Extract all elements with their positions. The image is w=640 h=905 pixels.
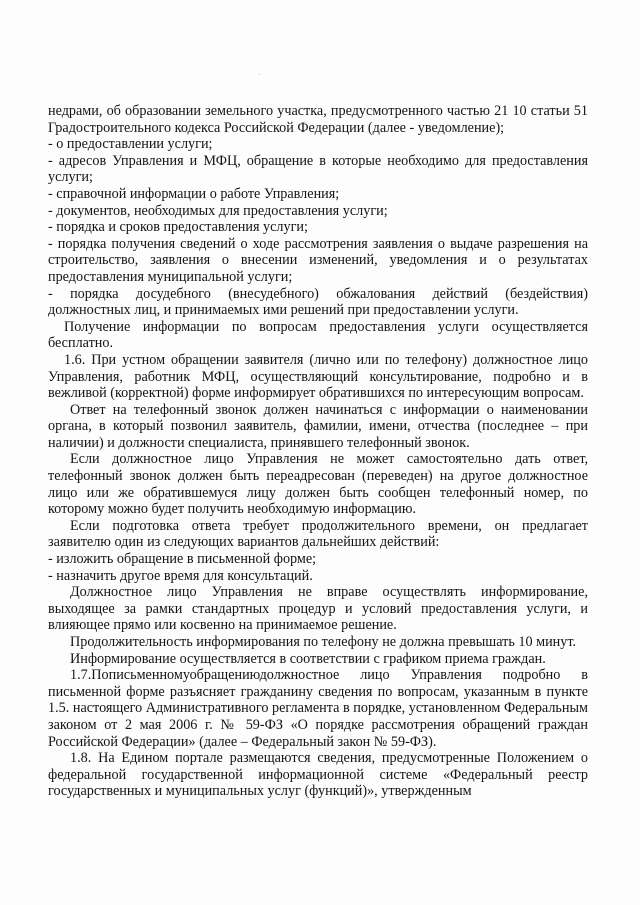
list-item: - о предоставлении услуги;	[48, 136, 213, 153]
list-item: - справочной информации о работе Управления;	[48, 185, 340, 202]
list-item: - порядка получения сведений о ходе рассмотрения заявления о выдаче разрешения на строительство, заявления о внесении изменений, уведомления и о результатах предоставления муниципальной услуги;	[48, 235, 588, 285]
paragraph-1-7: 1.7.Пописьменномуобращениюдолжностное лицо Управления подробно в письменной форме разъясняет гражданину сведения по вопросам, указанным в пункте 1.5. настоящего Административного регламента в порядке, установленном Федеральным законом от 2 мая 2006 г. № 59-ФЗ «О порядке рассмотрения обращений граждан Российской Федерации» (далее – Федеральный закон № 59-ФЗ).	[48, 667, 588, 750]
paragraph: Ответ на телефонный звонок должен начинаться с информации о наименовании органа, в который позвонил заявитель, фамилии, имени, отчества (последнее – при наличии) и должности специалиста, принявшего телефонный звонок.	[48, 401, 588, 451]
list-item: - адресов Управления и МФЦ, обращение в которые необходимо для предоставления услуги;	[48, 152, 588, 186]
list-item: - порядка досудебного (внесудебного) обжалования действий (бездействия) должностных лиц, и принимаемых ими решений при предоставлении услуги.	[48, 285, 588, 319]
list-item: - изложить обращение в письменной форме;	[48, 551, 317, 568]
paragraph: Если подготовка ответа требует продолжительного времени, он предлагает заявителю один из следующих вариантов дальнейших действий:	[48, 517, 588, 551]
paragraph: Информирование осуществляется в соответствии с графиком приема граждан.	[70, 650, 546, 667]
list-item: - назначить другое время для консультаций.	[48, 567, 313, 584]
paragraph: Должностное лицо Управления не вправе осуществлять информирование, выходящее за рамки стандартных процедур и условий предоставления услуги, и влияющее прямо или косвенно на принимаемое решение.	[48, 584, 588, 634]
paragraph-1-6: 1.6. При устном обращении заявителя (лично или по телефону) должностное лицо Управления, работник МФЦ, осуществляющий консультирование, подробно и в вежливой (корректной) форме информирует обратившихся по интересующим вопросам.	[48, 351, 588, 402]
document-body	[48, 103, 588, 800]
list-item: - порядка и сроков предоставления услуги;	[48, 219, 308, 236]
header-mark: -	[258, 70, 262, 78]
paragraph: Продолжительность информирования по телефону не должна превышать 10 минут.	[70, 634, 577, 650]
list-item: - документов, необходимых для предоставления услуги;	[48, 202, 388, 219]
paragraph-1-8: 1.8. На Едином портале размещаются сведения, предусмотренные Положением о федеральной государственной информационной системе «Федеральный реестр государственных и муниципальных услуг (функций)», утвержденным	[48, 750, 588, 800]
paragraph: Получение информации по вопросам предоставления услуги осуществляется бесплатно.	[48, 318, 588, 352]
paragraph-intro: недрами, об образовании земельного участка, предусмотренного частью 21 10 статьи 51 Градостроительного кодекса Российской Федерации (далее - уведомление);	[48, 103, 588, 136]
paragraph: Если должностное лицо Управления не может самостоятельно дать ответ, телефонный звонок должен быть переадресован (переведен) на другое должностное лицо или же обратившемуся лицу должен быть сообщен телефонный номер, по которому можно будет получить необходимую информацию.	[48, 451, 588, 518]
